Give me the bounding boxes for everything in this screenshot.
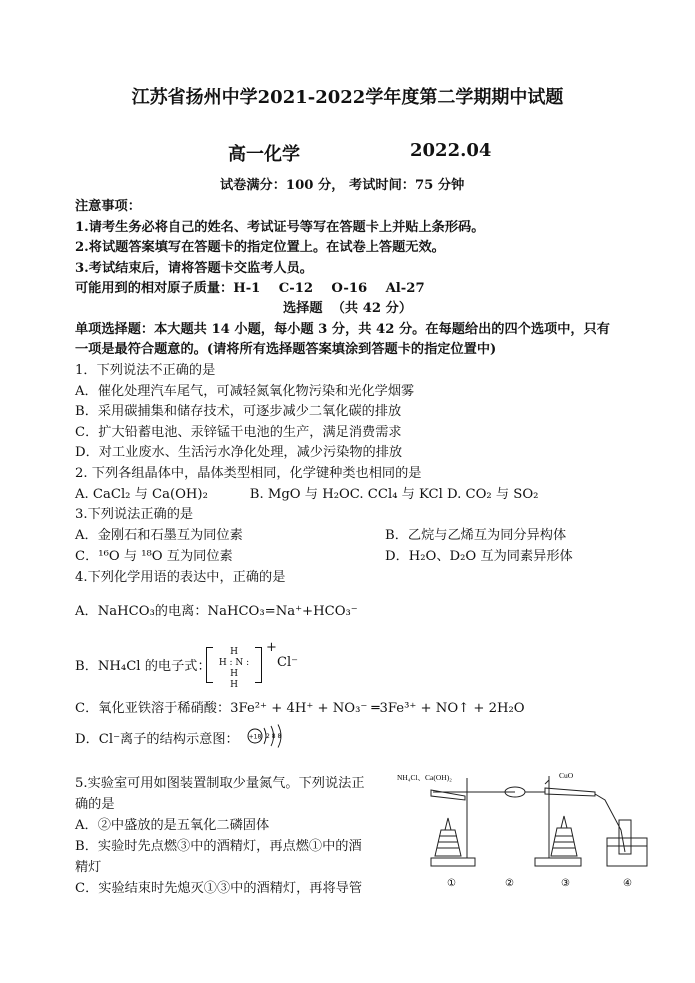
q3-option-d: D．H₂O、D₂O 互为同素异形体 xyxy=(385,549,573,564)
cuo-label: CuO xyxy=(559,771,574,780)
q5-stem-line1: 5.实验室可用如图装置制取少量氮气。下列说法正 xyxy=(75,776,365,791)
cl-ion-structure-diagram xyxy=(247,724,287,748)
q4-option-b: B．NH₄Cl 的电子式： xyxy=(75,659,211,674)
q3-option-b: B．乙烷与乙烯互为同分异构体 xyxy=(385,528,567,543)
label-3: ③ xyxy=(561,878,570,889)
q5-stem-line2: 确的是 xyxy=(75,797,115,812)
label-2: ② xyxy=(505,878,514,889)
q5-option-a: A．②中盛放的是五氧化二磷固体 xyxy=(75,818,270,833)
q4-option-d: D．Cl⁻离子的结构示意图： xyxy=(75,732,239,747)
charge-plus: + xyxy=(266,640,277,655)
alcohol-lamp-1 xyxy=(435,830,461,856)
q2-stem: 2. 下列各组晶体中，晶体类型相同，化学键种类也相同的是 xyxy=(75,466,422,481)
q4-option-c: C．氧化亚铁溶于稀硝酸：3Fe²⁺ + 4H⁺ + NO₃⁻ ═3Fe³⁺ + NO↑ + 2H₂O xyxy=(75,701,525,716)
dot-h-n-h: H : N : H xyxy=(218,658,250,679)
q5-option-c: C．实验结束时先熄灭①③中的酒精灯，再将导管 xyxy=(75,881,363,896)
dot-h-bottom: H xyxy=(230,680,238,690)
shell-electrons: 2 8 8 xyxy=(266,733,282,740)
atomic-mass: 可能用到的相对原子质量：H-1 C-12 O-16 Al-27 xyxy=(75,281,425,296)
note-3: 3.考试结束后，请将答题卡交监考人员。 xyxy=(75,261,313,276)
reagent-label: NH₄Cl、Ca(OH)₂ xyxy=(397,773,452,782)
q5-option-b-line2: 精灯 xyxy=(75,860,102,875)
section-title: 选择题 （共 42 分） xyxy=(282,301,413,316)
q1-option-a: A．催化处理汽车尾气，可减轻氮氧化物污染和光化学烟雾 xyxy=(75,384,415,399)
cuo-tube xyxy=(545,788,595,796)
left-bracket xyxy=(206,647,213,683)
nucleus-label: +18 xyxy=(248,733,262,741)
label-4: ④ xyxy=(623,878,632,889)
dot-structure xyxy=(214,647,254,690)
collection-bottle xyxy=(619,820,631,854)
score-time: 试卷满分：100 分， 考试时间：75 分钟 xyxy=(220,178,465,193)
section-instruction-2: 一项是最符合题意的。(请将所有选择题答案填涂到答题卡的指定位置中) xyxy=(75,342,497,357)
dot-h-top: H xyxy=(230,647,238,657)
q1-option-b: B．采用碳捕集和储存技术，可逐步减少二氧化碳的排放 xyxy=(75,404,402,419)
nitrogen-apparatus-figure xyxy=(395,770,657,892)
exam-title: 江苏省扬州中学2021-2022学年度第二学期期中试题 xyxy=(131,87,564,108)
chloride-ion: Cl⁻ xyxy=(277,655,298,670)
exam-date: 2022.04 xyxy=(410,140,492,161)
q3-stem: 3.下列说法正确的是 xyxy=(75,507,194,522)
q4-option-a: A．NaHCO₃的电离：NaHCO₃=Na⁺+HCO₃⁻ xyxy=(75,604,358,619)
q3-option-a: A．金刚石和石墨互为同位素 xyxy=(75,528,243,543)
q1-option-d: D．对工业废水、生活污水净化处理，减少污染物的排放 xyxy=(75,445,403,460)
label-1: ① xyxy=(447,878,456,889)
right-bracket xyxy=(255,647,262,683)
q1-stem: 1．下列说法不正确的是 xyxy=(75,363,216,378)
notes-heading: 注意事项： xyxy=(75,199,141,214)
q4-stem: 4.下列化学用语的表达中，正确的是 xyxy=(75,570,286,585)
water-trough-4 xyxy=(607,838,647,866)
section-instruction-1: 单项选择题：本大题共 14 小题，每小题 3 分，共 42 分。在每题给出的四个选项中，只有 xyxy=(75,322,610,337)
note-2: 2.将试题答案填写在答题卡的指定位置上。在试卷上答题无效。 xyxy=(75,240,445,255)
q1-option-c: C．扩大铅蓄电池、汞锌锰干电池的生产，满足消费需求 xyxy=(75,425,402,440)
note-1: 1.请考生务必将自己的姓名、考试证号等写在答题卡上并贴上条形码。 xyxy=(75,220,485,235)
subject-label: 高一化学 xyxy=(228,144,300,165)
q5-option-b-line1: B．实验时先点燃③中的酒精灯，再点燃①中的酒 xyxy=(75,839,362,854)
stand-base-3 xyxy=(535,858,581,866)
q2-options: A. CaCl₂ 与 Ca(OH)₂ B. MgO 与 H₂OC. CCl₄ 与 KCl D. CO₂ 与 SO₂ xyxy=(75,487,539,502)
q3-option-c: C．¹⁶O 与 ¹⁸O 互为同位素 xyxy=(75,549,233,564)
nh4-electron-formula xyxy=(206,647,262,690)
stand-base-1 xyxy=(431,858,475,866)
